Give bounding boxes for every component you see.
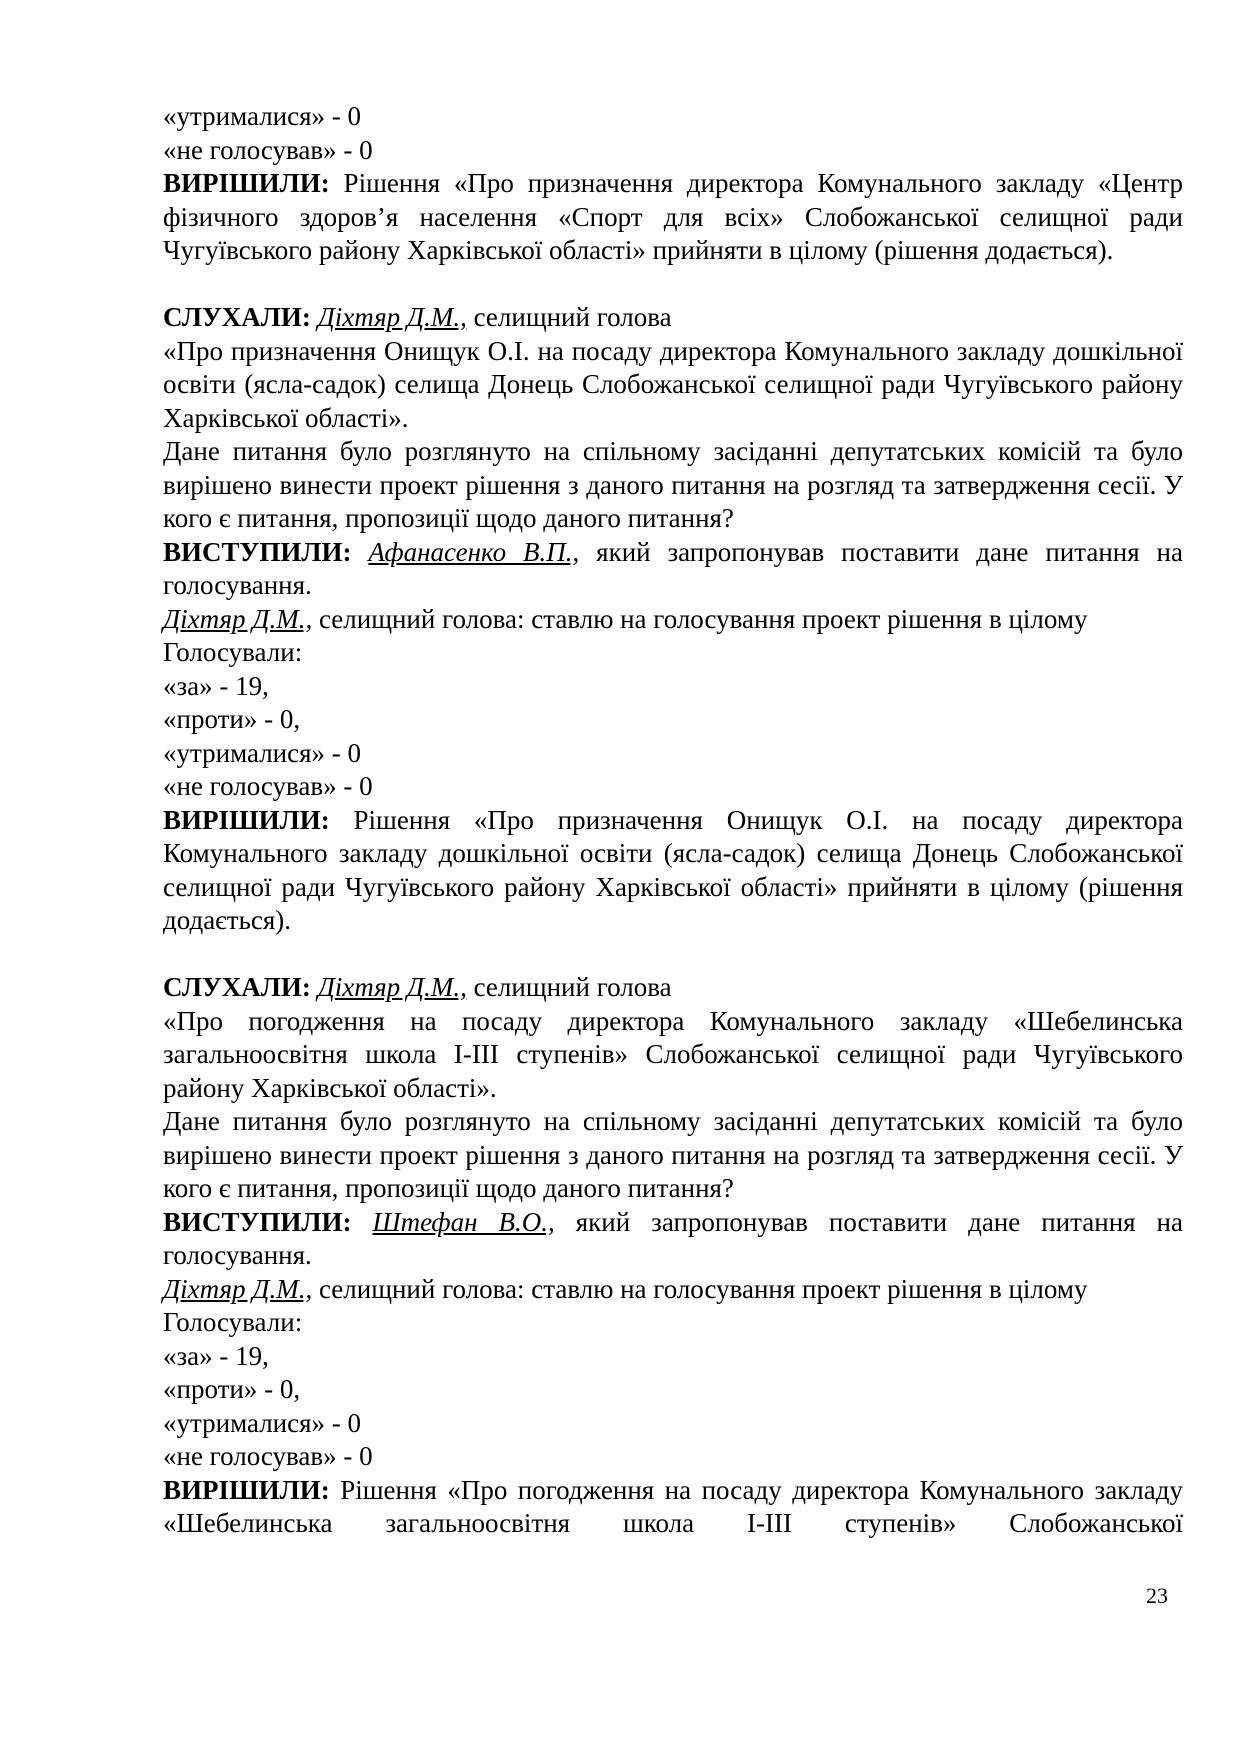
chair-text: селищний голова: ставлю на голосування проект рішення в цілому xyxy=(312,603,1088,634)
chair-speaker: Діхтяр Д.М., xyxy=(163,603,313,634)
heard-role: селищний голова xyxy=(466,972,672,1002)
decision-paragraph xyxy=(163,804,1183,938)
decided-label: ВИРІШИЛИ: xyxy=(163,804,330,835)
heard-line xyxy=(163,971,1183,1005)
vote-abstained: «утрималися» - 0 xyxy=(163,101,362,131)
spoke-speaker: Афанасенко В.П., xyxy=(368,536,580,567)
vote-not-voted: «не голосував» - 0 xyxy=(163,134,373,165)
spoke-paragraph xyxy=(163,1206,1183,1273)
paragraph-gap xyxy=(163,268,1183,302)
decided-label: ВИРІШИЛИ: xyxy=(163,1474,330,1505)
vote-for: «за» - 19, xyxy=(163,1340,269,1371)
decision-paragraph xyxy=(163,167,1183,268)
vote-not-voted: «не голосував» - 0 xyxy=(163,771,373,801)
spoke-paragraph xyxy=(163,536,1183,603)
decision-text: Рішення «Про призначення Онищук О.І. на посаду директора Комунального закладу дошкільної освіти (ясла-садок) селища Донець Слобожанської селищної ради Чугуївського району Харківської області» прийняти в цілому (рішення додається). xyxy=(163,804,1183,935)
decision-text: Рішення «Про призначення директора Комунального закладу «Центр фізичного здоров’я населення «Спорт для всіх» Слобожанської селищної ради Чугуївського району Харківської області» прийняти в цілому (рішення додається). xyxy=(163,168,1183,265)
voted-label: Голосували: xyxy=(163,637,303,667)
vote-against: «проти» - 0, xyxy=(163,1374,301,1404)
vote-against: «проти» - 0, xyxy=(163,704,301,734)
chair-line xyxy=(163,1273,1183,1307)
agenda-topic: «Про призначення Онищук О.І. на посаду директора Комунального закладу дошкільної освіти (ясла-садок) селища Донець Слобожанської селищної ради Чугуївського району Харківської області». xyxy=(163,335,1183,433)
spoke-text: який запропонував поставити дане питання на голосування. xyxy=(163,536,1183,600)
heard-line xyxy=(163,301,1183,335)
heard-speaker: Діхтяр Д.М., xyxy=(317,972,467,1002)
heard-speaker: Діхтяр Д.М., xyxy=(317,302,467,332)
spoke-label: ВИСТУПИЛИ: xyxy=(163,1206,352,1237)
discussion-text: Дане питання було розглянуто на спільному засіданні депутатських комісій та було вирішено винести проект рішення з даного питання на розгляд та затвердження сесії. У кого є питання, пропозиції щодо даного питання? xyxy=(163,1106,1183,1203)
document-page xyxy=(163,100,1183,1541)
chair-line xyxy=(163,603,1183,637)
spoke-speaker: Штефан В.О., xyxy=(372,1206,555,1237)
decided-label: ВИРІШИЛИ: xyxy=(163,168,330,198)
heard-role: селищний голова xyxy=(466,302,672,332)
spoke-text: який запропонував поставити дане питання на голосування. xyxy=(163,1206,1183,1270)
heard-label: СЛУХАЛИ: xyxy=(163,302,311,332)
page-number: 23 xyxy=(1146,1583,1168,1608)
agenda-topic: «Про погодження на посаду директора Комунального закладу «Шебелинська загальноосвітня школа І-ІІІ ступенів» Слобожанської селищної ради Чугуївського району Харківської області». xyxy=(163,1005,1183,1103)
vote-not-voted: «не голосував» - 0 xyxy=(163,1441,373,1471)
chair-speaker: Діхтяр Д.М., xyxy=(163,1273,313,1304)
decision-paragraph xyxy=(163,1474,1183,1541)
vote-abstained: «утрималися» - 0 xyxy=(163,737,362,768)
voted-label: Голосували: xyxy=(163,1307,303,1337)
vote-abstained: «утрималися» - 0 xyxy=(163,1407,362,1438)
paragraph-gap xyxy=(163,938,1183,972)
vote-for: «за» - 19, xyxy=(163,670,269,701)
chair-text: селищний голова: ставлю на голосування проект рішення в цілому xyxy=(312,1273,1088,1304)
spoke-label: ВИСТУПИЛИ: xyxy=(163,536,352,567)
decision-text: Рішення «Про погодження на посаду директора Комунального закладу «Шебелинська загальноосвітня школа І-ІІІ ступенів» Слобожанської xyxy=(163,1474,1183,1538)
discussion-text: Дане питання було розглянуто на спільному засіданні депутатських комісій та було вирішено винести проект рішення з даного питання на розгляд та затвердження сесії. У кого є питання, пропозиції щодо даного питання? xyxy=(163,436,1183,533)
heard-label: СЛУХАЛИ: xyxy=(163,972,311,1002)
